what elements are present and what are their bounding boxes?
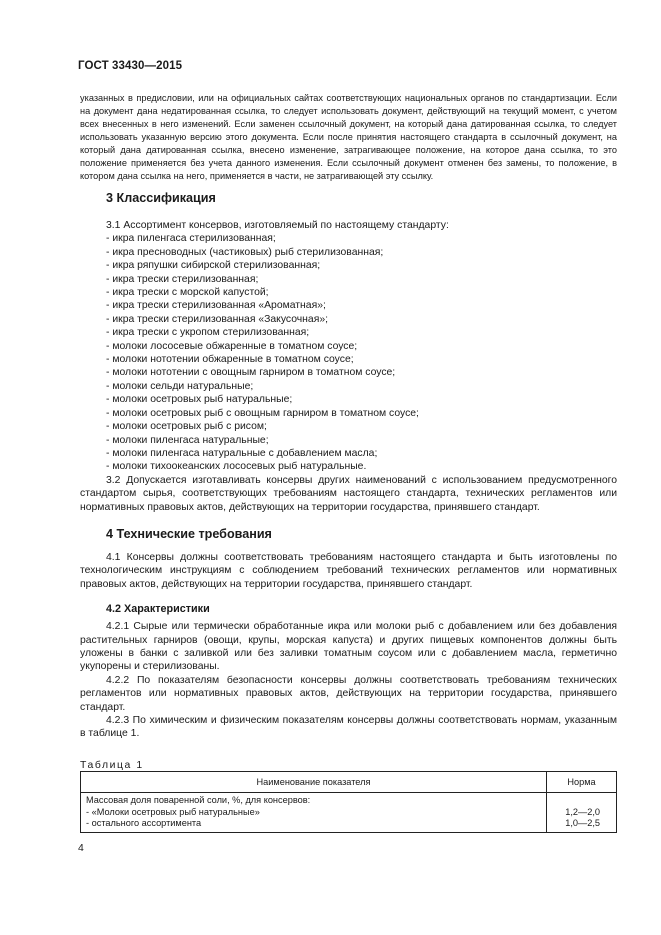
subsection-4-2-title: 4.2 Характеристики xyxy=(106,603,210,616)
list-item: - молоки пиленгаса натуральные с добавлением масла; xyxy=(106,447,378,459)
table-caption: Таблица 1 xyxy=(80,760,144,771)
table-1 xyxy=(80,771,617,833)
section-4-title: 4 Технические требования xyxy=(106,527,272,541)
table-header-norm: Норма xyxy=(547,772,617,793)
list-item: - икра трески с укропом стерилизованная; xyxy=(106,327,310,339)
section-4 xyxy=(80,527,617,541)
document-header: ГОСТ 33430—2015 xyxy=(78,60,183,72)
table-cell-indicator xyxy=(81,793,547,833)
clause-3-2: 3.2 Допускается изготавливать консервы других наименований с использованием предусмотренного стандартом сырья, соответствующих требованиям настоящего стандарта, технических регламентов или нормативных правовых актов, действующих на территории государства, принявшего стандарт. xyxy=(80,474,617,513)
page-number: 4 xyxy=(78,843,84,854)
list-item: - молоки лососевые обжаренные в томатном соусе; xyxy=(106,340,358,352)
list-item: - молоки пиленгаса натуральные; xyxy=(106,434,269,446)
table-header-row xyxy=(81,772,617,793)
table-row xyxy=(81,793,617,833)
list-item: - икра пиленгаса стерилизованная; xyxy=(106,233,276,245)
list-item: - икра трески стерилизованная; xyxy=(106,273,259,285)
table-row-line: - «Молоки осетровых рыб натуральные» xyxy=(86,806,260,817)
table-value: 1,2—2,0 xyxy=(565,806,600,817)
list-item: - молоки осетровых рыб натуральные; xyxy=(106,394,293,406)
table-cell-norm xyxy=(547,793,617,833)
section-3-body xyxy=(80,219,617,514)
list-item: - молоки тихоокеанских лососевых рыб натуральные. xyxy=(106,461,367,473)
list-item: - молоки нототении с овощным гарниром в томатном соусе; xyxy=(106,367,396,379)
list-item: - икра ряпушки сибирской стерилизованная; xyxy=(106,260,321,272)
table-value: 1,0—2,5 xyxy=(565,818,600,829)
clause-4-2-2: 4.2.2 По показателям безопасности консервы должны соответствовать требованиям технических регламентов или нормативных правовых актов, действующих на территории государства, принявшего стандарт. xyxy=(80,674,617,713)
clause-4-1: 4.1 Консервы должны соответствовать требованиям настоящего стандарта и быть изготовлены по технологическим инструкциям с соблюдением требований технических регламентов или нормативных правовых актов, действующих на территории государства, принявшего стандарт. xyxy=(80,552,617,590)
list-item: - молоки сельди натуральные; xyxy=(106,380,254,392)
intro-paragraph: указанных в предисловии, или на официальных сайтах соответствующих национальных органов по стандартизации. Если на документ дана недатированная ссылка, то следует использовать документ, действующий на текущий момент, с учетом всех внесенных в него изменений. Если заменен ссылочный документ, на который дана датированная ссылка, то следует использовать указанную версию этого документа. Если после принятия настоящего стандарта в ссылочный документ, на который дана датированная ссылка, внесено изменение, затрагивающее положение, на которое дана ссылка, то это положение применяется без учета данного изменения. Если ссылочный документ отменен без замены, то положение, в котором дана ссылка на него, применяется в части, не затрагивающей эту ссылку. xyxy=(80,93,617,181)
list-item: - икра трески с морской капустой; xyxy=(106,287,269,299)
section-4-body xyxy=(80,551,617,741)
list-item: - молоки осетровых рыб с рисом; xyxy=(106,421,267,433)
table-header-indicator: Наименование показателя xyxy=(81,772,547,793)
list-item: - икра трески стерилизованная «Ароматная»; xyxy=(106,300,326,312)
clause-3-1: 3.1 Ассортимент консервов, изготовляемый по настоящему стандарту: xyxy=(106,220,449,231)
list-item: - икра трески стерилизованная «Закусочная»; xyxy=(106,313,328,325)
list-item: - икра пресноводных (частиковых) рыб стерилизованная; xyxy=(106,246,384,258)
section-3-title: 3 Классификация xyxy=(106,191,216,205)
clause-4-2-3: 4.2.3 По химическим и физическим показателям консервы должны соответствовать нормам, указанным в таблице 1. xyxy=(80,715,617,740)
clause-4-2-1: 4.2.1 Сырые или термически обработанные икра или молоки рыб с добавлением или без добавления растительных гарниров (овощи, крупы, морская капуста) и других пищевых компонентов должны быть уложены в банки с заливкой или без заливки томатным соусом или с добавлением масла, герметично укупорены и стерилизованы. xyxy=(80,621,617,673)
table-row-title: Массовая доля поваренной соли, %, для консервов: xyxy=(86,795,311,805)
intro-block xyxy=(80,92,617,183)
table-row-line: - остального ассортимента xyxy=(86,818,202,829)
list-item: - молоки осетровых рыб с овощным гарниром в томатном соусе; xyxy=(106,407,419,419)
section-3 xyxy=(80,191,617,205)
assortment-list xyxy=(80,232,617,473)
list-item: - молоки нототении обжаренные в томатном соусе; xyxy=(106,354,354,366)
